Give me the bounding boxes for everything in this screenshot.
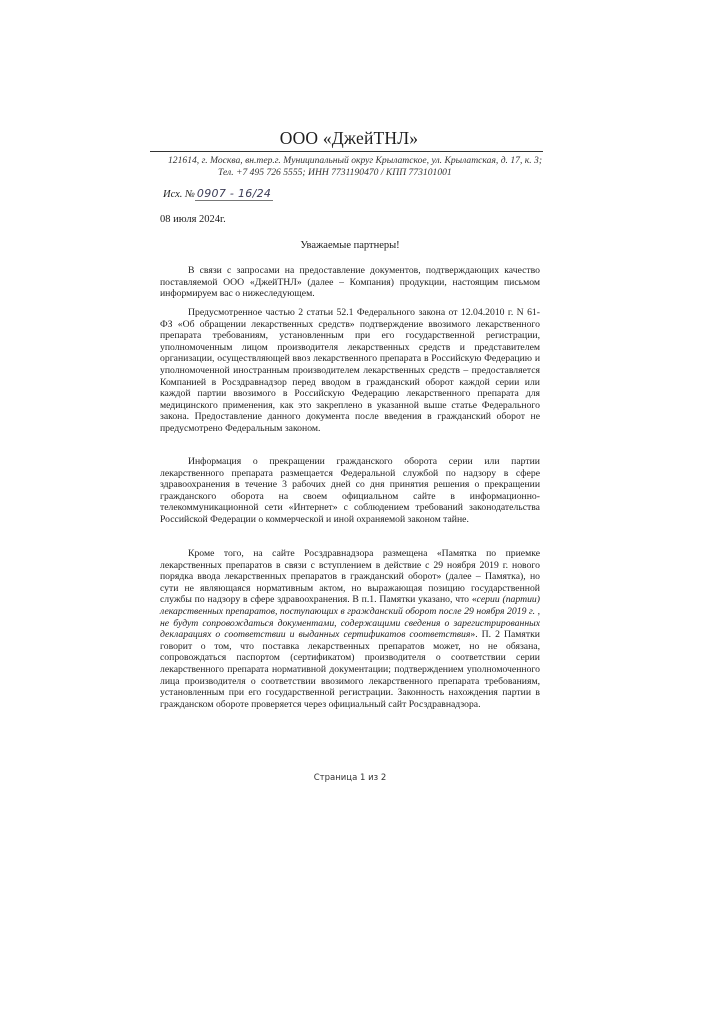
paragraph-law: Предусмотренное частью 2 статьи 52.1 Федерального закона от 12.04.2010 г. N 61-ФЗ «Об обращении лекарственных средств» подтверждение ввозимого лекарственного препарата требованиям, установленным при его государственной регистрации, уполномоченным лицом производителя лекарственных средств и представителем организации, осуществляющей ввоз лекарственного препарата в Российскую Федерацию и уполномоченной иностранным производителем лекарственных средств – предоставляется Компанией в Росздравнадзор перед вводом в гражданский оборот каждой серии или каждой партии ввозимого в Российскую Федерацию лекарственного препарата для медицинского применения, как это закреплено в указанной выше статье Федерального закона. Предоставление данного документа после введения в гражданский оборот не предусмотрено Федеральным законом. [160,307,540,434]
company-address: 121614, г. Москва, вн.тер.г. Муниципальный округ Крылатское, ул. Крылатская, д. 17, к. 3; [168,155,543,166]
memo-quote-italic: серии (партии) лекарственных препаратов, поступающих в гражданский оборот после 29 ноября 2019 г. , не будут сопровождаться документами, содержащими сведения о зарегистрированных декларациях о соответствии и выданных сертификатов соответствия [160,594,541,641]
reference-number-handwritten: 0907 - 16/24 [196,187,272,200]
header-divider [150,151,543,152]
company-contacts: Тел. +7 495 726 5555; ИНН 7731190470 / КПП 773101001 [218,167,452,178]
reference-prefix: Исх. № [163,189,195,200]
salutation: Уважаемые партнеры! [300,240,400,251]
outgoing-reference [163,187,273,200]
company-name: ООО «ДжейТНЛ» [279,128,419,148]
letter-date: 08 июля 2024г. [160,214,226,225]
paragraph-circulation: Информация о прекращении гражданского оборота серии или партии лекарственного препарата размещается Федеральной службой по надзору в сфере здравоохранения в течение 3 рабочих дней со дня принятия решения о прекращении гражданского оборота на своем официальном сайте в информационно-телекоммуникационной сети «Интернет» с соблюдением требований законодательства Российской Федерации о коммерческой и иной охраняемой законом тайне. [160,456,540,525]
paragraph-intro: В связи с запросами на предоставление документов, подтверждающих качество поставляемой ООО «ДжейТНЛ» (далее – Компания) продукции, настоящим письмом информируем вас о нижеследующем. [160,265,540,300]
page-number: Страница 1 из 2 [313,773,387,783]
memo-text-part-2: ». П. 2 Памятки говорит о том, что поставка лекарственных препаратов может, но не обязана, сопровождаться паспортом (сертификатом) производителя о соответствии серии лекарственного препарата нормативной документации; подтверждением уполномоченного лица производителя о соответствии ввозимого лекарственного препарата требованиям, установленным при его государственной регистрации. Законность нахождения партии в гражданском обороте проверяется через официальный сайт Росздравнадзора. [160,629,540,710]
memo-text-part-1: Кроме того, на сайте Росздравнадзора размещена «Памятка по приемке лекарственных препаратов в связи с вступлением в действие с 29 ноября 2019 г. нового порядка ввода лекарственных препаратов в гражданский оборот» (далее – Памятка), но сути не являющаяся нормативным актом, но выражающая позицию государственной службы по надзору в сфере здравоохранения. В п.1. Памятки указано, что « [160,548,540,606]
paragraph-memo [160,548,540,710]
